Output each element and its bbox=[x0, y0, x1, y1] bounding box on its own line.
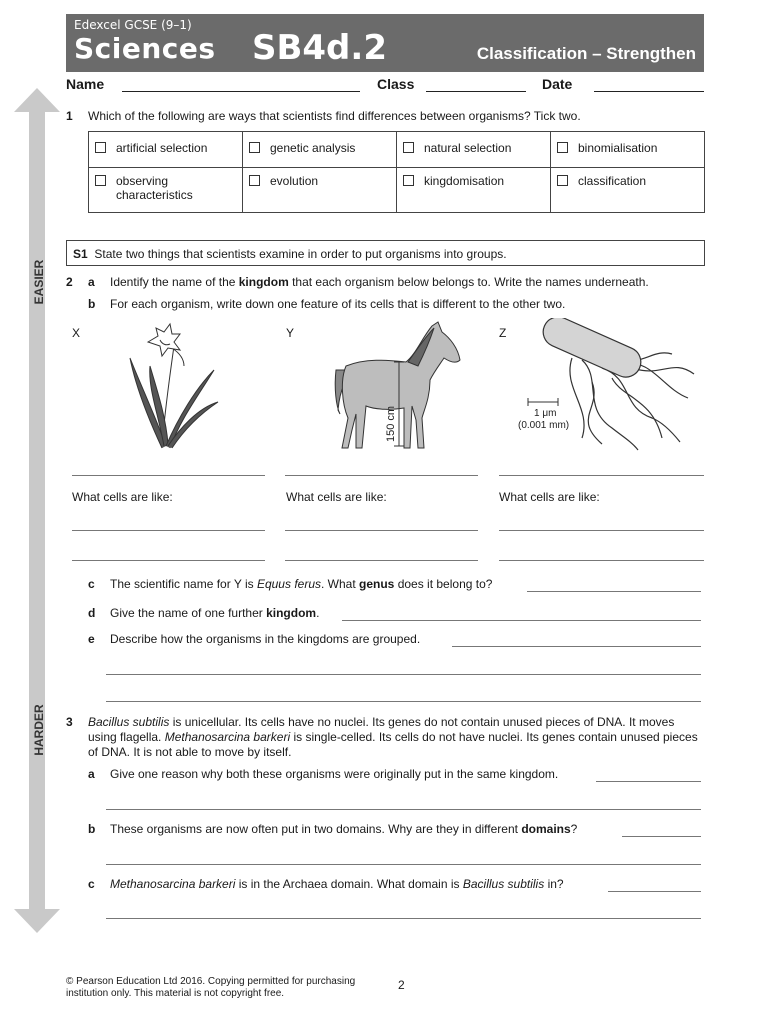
name-field[interactable] bbox=[122, 91, 360, 92]
q2b-text: For each organism, write down one feature of its cells that is different to the other two. bbox=[110, 297, 566, 311]
date-field[interactable] bbox=[594, 91, 704, 92]
q2e-label: e bbox=[88, 632, 95, 646]
cells-y-answer-1[interactable] bbox=[285, 530, 478, 531]
horse-height-label: 150 cm bbox=[385, 405, 397, 442]
header-banner bbox=[66, 14, 704, 72]
option-label: kingdomisation bbox=[424, 174, 505, 188]
q2d-answer[interactable] bbox=[342, 620, 701, 621]
checkbox-icon[interactable] bbox=[249, 142, 260, 153]
easier-label: EASIER bbox=[32, 259, 46, 305]
option-cell[interactable] bbox=[243, 168, 397, 213]
kingdom-x-answer[interactable] bbox=[72, 475, 265, 476]
cells-label-x: What cells are like: bbox=[72, 490, 173, 504]
q3c-label: c bbox=[88, 877, 95, 891]
scale-value-mm-label: (0.001 mm) bbox=[518, 420, 570, 431]
kingdom-y-answer[interactable] bbox=[285, 475, 478, 476]
publisher-label: Edexcel GCSE (9–1) bbox=[74, 18, 192, 32]
checkbox-icon[interactable] bbox=[403, 142, 414, 153]
q3a-answer-1[interactable] bbox=[596, 781, 701, 782]
cells-z-answer-2[interactable] bbox=[499, 560, 704, 561]
kingdom-z-answer[interactable] bbox=[499, 475, 704, 476]
q3-number: 3 bbox=[66, 715, 73, 729]
q3c-text: Methanosarcina barkeri is in the Archaea domain. What domain is Bacillus subtilis in? bbox=[110, 877, 564, 891]
q2c-label: c bbox=[88, 577, 95, 591]
lesson-code: SB4d.2 bbox=[252, 28, 387, 68]
cells-x-answer-1[interactable] bbox=[72, 530, 265, 531]
q3a-answer-2[interactable] bbox=[106, 809, 701, 810]
organism-z-label: Z bbox=[499, 326, 507, 340]
q2b-label: b bbox=[88, 297, 96, 311]
q2e-text: Describe how the organisms in the kingdoms are grouped. bbox=[110, 632, 421, 646]
q3a-text: Give one reason why both these organisms were originally put in the same kingdom. bbox=[110, 767, 559, 781]
date-label: Date bbox=[542, 76, 573, 92]
q2a-label: a bbox=[88, 275, 95, 289]
q2-number: 2 bbox=[66, 275, 73, 289]
q2c-text: The scientific name for Y is Equus ferus. What genus does it belong to? bbox=[110, 577, 493, 591]
cells-label-y: What cells are like: bbox=[286, 490, 387, 504]
bacterium-icon bbox=[512, 318, 702, 453]
q2e-answer-2[interactable] bbox=[106, 674, 701, 675]
cells-z-answer-1[interactable] bbox=[499, 530, 704, 531]
checkbox-icon[interactable] bbox=[95, 142, 106, 153]
option-cell[interactable] bbox=[397, 168, 551, 213]
student-info-row bbox=[66, 75, 704, 95]
arrow-shaft bbox=[29, 110, 45, 910]
q3b-answer-1[interactable] bbox=[622, 836, 701, 837]
checkbox-icon[interactable] bbox=[557, 175, 568, 186]
q1-text: Which of the following are ways that scientists find differences between organisms? Tick two. bbox=[88, 109, 581, 123]
q3b-text: These organisms are now often put in two domains. Why are they in different domains? bbox=[110, 822, 578, 836]
s1-text: State two things that scientists examine in order to put organisms into groups. bbox=[94, 247, 507, 261]
page-number: 2 bbox=[398, 978, 405, 992]
option-label: evolution bbox=[270, 174, 319, 188]
option-cell[interactable] bbox=[89, 168, 243, 213]
organism-x-label: X bbox=[72, 326, 81, 340]
q2e-answer-1[interactable] bbox=[452, 646, 701, 647]
checkbox-icon[interactable] bbox=[95, 175, 106, 186]
q2d-text: Give the name of one further kingdom. bbox=[110, 606, 320, 620]
option-label: genetic analysis bbox=[270, 141, 356, 155]
option-label: artificial selection bbox=[116, 141, 208, 155]
q1-options-table bbox=[88, 131, 705, 213]
copyright-notice: © Pearson Education Ltd 2016. Copying permitted for purchasing institution only. This material is not copyright free. bbox=[66, 976, 356, 999]
table-row bbox=[89, 132, 705, 168]
option-label: natural selection bbox=[424, 141, 512, 155]
class-field[interactable] bbox=[426, 91, 526, 92]
s1-box bbox=[66, 240, 705, 266]
option-cell[interactable] bbox=[551, 132, 705, 168]
q2c-answer[interactable] bbox=[527, 591, 701, 592]
q3b-label: b bbox=[88, 822, 96, 836]
option-label: classification bbox=[578, 174, 647, 188]
q1-number: 1 bbox=[66, 109, 73, 123]
checkbox-icon[interactable] bbox=[403, 175, 414, 186]
difficulty-arrow bbox=[14, 88, 60, 933]
q2e-answer-3[interactable] bbox=[106, 701, 701, 702]
class-label: Class bbox=[377, 76, 415, 92]
subject-title: Sciences bbox=[74, 32, 216, 65]
q2d-label: d bbox=[88, 606, 96, 620]
checkbox-icon[interactable] bbox=[557, 142, 568, 153]
option-cell[interactable] bbox=[243, 132, 397, 168]
q3b-answer-2[interactable] bbox=[106, 864, 701, 865]
q3c-answer-1[interactable] bbox=[608, 891, 701, 892]
q2a-text: Identify the name of the kingdom that each organism below belongs to. Write the names underneath. bbox=[110, 275, 649, 289]
name-label: Name bbox=[66, 76, 105, 92]
topic-title: Classification – Strengthen bbox=[476, 44, 696, 63]
option-cell[interactable] bbox=[551, 168, 705, 213]
daffodil-plant-icon bbox=[118, 318, 228, 453]
cells-label-z: What cells are like: bbox=[499, 490, 600, 504]
q3a-label: a bbox=[88, 767, 95, 781]
scale-value-label: 1 μm bbox=[534, 408, 557, 419]
option-cell[interactable] bbox=[397, 132, 551, 168]
q3-intro: Bacillus subtilis is unicellular. Its cells have no nuclei. Its genes do not contain unused pieces of DNA. It moves using flagella. Methanosarcina barkeri is single-celled. Its cells do not have nuclei. Its genes contain unused pieces of DNA. It is not able to move by itself. bbox=[88, 715, 698, 759]
organism-y-label: Y bbox=[286, 326, 295, 340]
checkbox-icon[interactable] bbox=[249, 175, 260, 186]
cells-x-answer-2[interactable] bbox=[72, 560, 265, 561]
cells-y-answer-2[interactable] bbox=[285, 560, 478, 561]
option-label: binomialisation bbox=[578, 141, 658, 155]
horse-icon bbox=[326, 318, 466, 453]
harder-label: HARDER bbox=[32, 704, 46, 756]
option-label: observing characteristics bbox=[116, 174, 193, 202]
s1-label: S1 bbox=[73, 247, 88, 261]
table-row bbox=[89, 168, 705, 213]
arrow-down-icon bbox=[14, 909, 60, 933]
arrow-up-icon bbox=[14, 88, 60, 112]
q3c-answer-2[interactable] bbox=[106, 918, 701, 919]
option-cell[interactable] bbox=[89, 132, 243, 168]
